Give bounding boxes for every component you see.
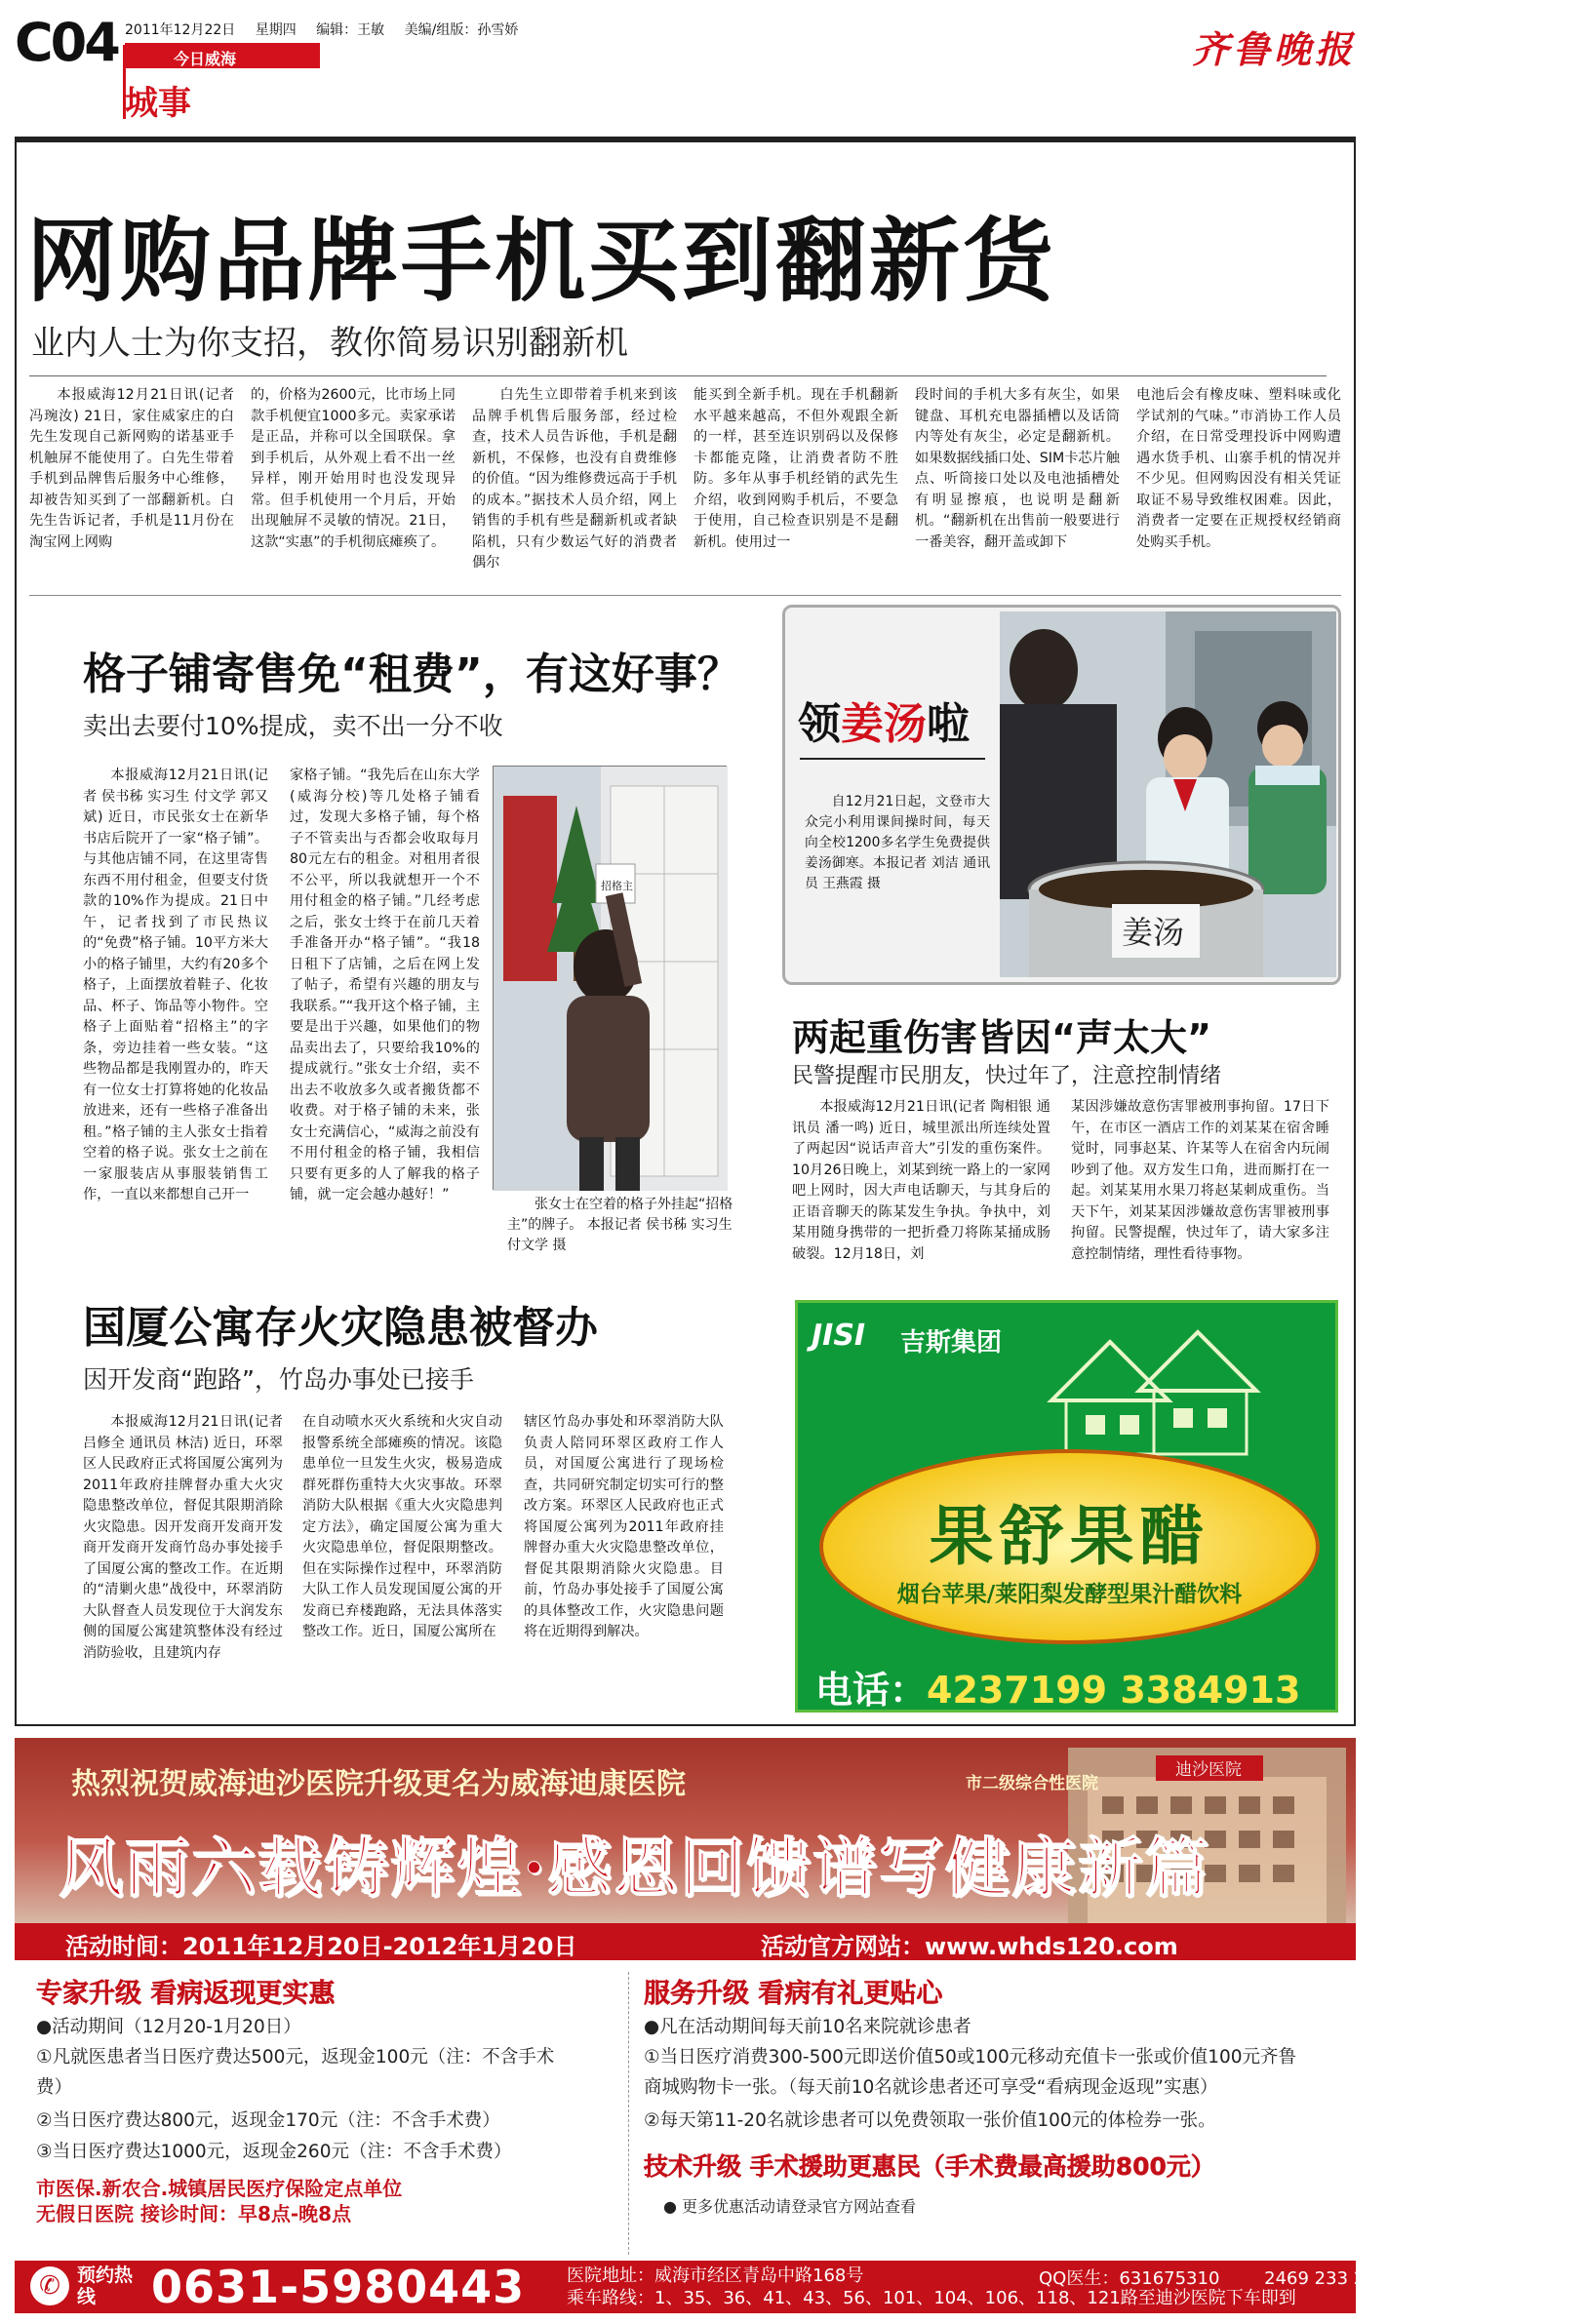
- hospital-grade: 市二级综合性医院: [966, 1774, 1098, 1793]
- designer-credit: 美编/组版：孙雪娇: [404, 22, 519, 38]
- gezi-subhead: 卖出去要付10%提成，卖不出一分不收: [83, 712, 503, 740]
- hospital-column-divider: [628, 1972, 629, 2255]
- shop-photo-caption: 张女士在空着的格子外挂起“招格主”的牌子。 本报记者 侯书秭 实习生 付文学 摄: [507, 1197, 733, 1253]
- jisi-product-name: 果舒果醋: [929, 1499, 1210, 1574]
- ginger-title: [798, 689, 970, 751]
- lead-headline: 网购品牌手机买到翻新货: [26, 209, 1056, 314]
- jisi-phone: [815, 1660, 1300, 1713]
- gezi-column-1: 本报威海12月21日讯(记者 侯书秭 实习生 付文学 郭又斌) 近日，市民张女士在新华书店后院开了一家“格子铺”。与其他店铺不同，在这里寄售东西不用付租金，但要支付货款的10%作为提成。21日中午，记者找到了市民热议的“免费”格子铺。10平方米大小的格子铺里，大约有20多个格子，上面摆放着鞋子、化妆品、杯子、饰品等小物件。空格子上面贴着“招格主”的字条，旁边挂着一些女装。“这些物品都是我刚置办的，昨天有一位女士打算将她的化妆品放进来，还有一些格子准备出租。”格子铺的主人张女士指着空着的格子说。张女士之前在一家服装店从事服装销售工作，一直以来都想自己开一: [83, 768, 268, 1202]
- hospital-phone-number: 0631-5980443: [151, 2261, 526, 2313]
- hospital-left-line-5: ③当日医疗费达1000元，返现金260元（注：不含手术费）: [36, 2142, 512, 2162]
- hospital-left-line-3: 费）: [36, 2077, 73, 2098]
- shop-photo-illustration: [494, 767, 728, 1191]
- hospital-slogan: 风雨六载铸辉煌·感恩回馈谱写健康新篇: [59, 1830, 1210, 1906]
- issue-date: 2011年12月22日: [125, 22, 236, 38]
- jisi-logo: JISI: [812, 1319, 866, 1353]
- weekday: 星期四: [255, 22, 297, 38]
- jisi-brand-name: 吉斯集团: [900, 1328, 1003, 1358]
- ginger-title-a: 领: [798, 699, 841, 749]
- hospital-activity-site: 活动官方网站：www.whds120.com: [761, 1933, 1178, 1960]
- page-number: C04: [15, 12, 118, 73]
- jisi-advertisement: [795, 1300, 1338, 1713]
- noise-column-2: 某因涉嫌故意伤害罪被刑事拘留。17日下午，在市区一酒店工作的刘某某在宿舍睡觉时，同事赵某、许某等人在宿舍内玩闹吵到了他。双方发生口角，进而厮打在一起。刘某某用水果刀将赵某刺成重伤。当天下午，刘某某因涉嫌故意伤害罪被刑事拘留。民警提醒，快过年了，请大家多注意控制情绪，理性看待事物。: [1071, 1099, 1329, 1262]
- noise-column-1: 本报威海12月21日讯(记者 陶相银 通讯员 潘一鸣) 近日，城里派出所连续处置了两起因“说话声音大”引发的重伤案件。10月26日晚上，刘某到统一路上的一家网吧上网时，因大声电话聊天，与其身后的正语音聊天的陈某发生争执。争执中，刘某用随身携带的一把折叠刀将陈某捅成肠破裂。12月18日，刘: [792, 1099, 1050, 1262]
- lead-column-5: 段时间的手机大多有灰尘，如果键盘、耳机充电器插槽以及话筒内等处有灰尘，必定是翻新机。如果数据线插口处、SIM卡芯片触点、听筒接口处以及电池插槽处有明显擦痕，也说明是翻新机。“翻新机在出售前一般要进行一番美容，翻开盖或卸下: [915, 387, 1120, 550]
- phone-icon: ✆: [30, 2266, 69, 2305]
- hospital-more-note: ● 更多优惠活动请登录官方网站查看: [663, 2197, 917, 2216]
- hospital-left-heading: 专家升级 看病返现更实惠: [36, 1979, 336, 2009]
- hospital-right-heading: 服务升级 看病有礼更贴心: [644, 1979, 943, 2009]
- pot-label: 姜汤: [1122, 914, 1185, 951]
- hospital-left-line-2: ①凡就医患者当日医疗费达500元，返现金100元（注：不含手术: [36, 2047, 555, 2068]
- hospital-right-line-1: ●凡在活动期间每天前10名来院就诊患者: [644, 2017, 971, 2037]
- ginger-photo-illustration: [1000, 611, 1336, 977]
- guosha-column-1: 本报威海12月21日讯(记者 吕修全 通讯员 林洁) 近日，环翠区人民政府正式将国厦公寓列为2011年政府挂牌督办重大火灾隐患整改单位，督促其限期消除火灾隐患。因开发商开发商开发商开发商开发商竹岛办事处接手了国厦公寓的整改工作。在近期的“清剿火患”战役中，环翠消防大队督查人员发现位于大润发东侧的国厦公寓建筑整体没有经过消防验收，且建筑内存: [83, 1414, 283, 1661]
- ginger-title-b: 姜汤: [841, 699, 927, 749]
- hospital-activity-bar: [15, 1923, 1356, 1960]
- lead-column-6: 电池后会有橡皮味、塑料味或化学试剂的气味。”市消协工作人员介绍，在日常受理投诉中网购遭遇水货手机、山寨手机的情况并不少见。但网购因没有相关凭证取证不易导致维权困难。因此，消费者一定要在正规授权经销商处购买手机。: [1136, 387, 1341, 550]
- hospital-phone-label: 预约热线: [77, 2265, 134, 2307]
- section-bar: 今日威海: [125, 43, 320, 68]
- gezi-headline: 格子铺寄售免“租费”，有这好事？: [83, 650, 740, 699]
- jisi-phone-label: 电话：: [815, 1669, 928, 1712]
- hospital-right-line-3: 商城购物卡一张。（每天前10名就诊患者还可享受“看病现金返现”实惠）: [644, 2077, 1218, 2098]
- lead-subhead: 业内人士为你支招，教你简易识别翻新机: [31, 324, 628, 363]
- noise-subhead: 民警提醒市民朋友，快过年了，注意控制情绪: [792, 1064, 1222, 1088]
- guosha-subhead: 因开发商“跑路”，竹岛办事处已接手: [83, 1365, 474, 1394]
- hospital-left-line-4: ②当日医疗费达800元，返现金170元（注：不含手术费）: [36, 2110, 500, 2131]
- masthead: [15, 12, 1356, 123]
- hospital-building-sign: 迪沙医院: [1175, 1760, 1242, 1780]
- editor-credit: 编辑：王敏: [316, 22, 385, 38]
- guosha-column-3: 辖区竹岛办事处和环翠消防大队负责人陪同环翠区政府工作人员，对国厦公寓进行了现场检查，共同研究制定切实可行的整改方案。环翠区人民政府也正式将国厦公寓列为2011年政府挂牌督办重大火灾隐患整改单位，督促其限期消除火灾隐患。目前，竹岛办事处接手了国厦公寓的具体整改工作，火灾隐患问题将在近期得到解决。: [524, 1414, 724, 1639]
- hospital-left-line-1: ●活动期间（12月20-1月20日）: [36, 2017, 301, 2037]
- ginger-title-rule: [800, 758, 985, 760]
- hospital-contact-bar: [15, 2261, 1388, 2313]
- ginger-photo: [1000, 611, 1336, 977]
- gezi-column-2: 家格子铺。“我先后在山东大学(威海分校)等几处格子铺看过，发现大多格子铺，每个格子不管卖出与否都会收取每月80元左右的租金。对租用者很不公平，所以我就想开一个不用付租金的格子铺。”几经考虑之后，张女士终于在前几天着手准备开办“格子铺”。“我18日租下了店铺，之后在网上发了帖子，希望有兴趣的朋友与我联系。”“我开这个格子铺，主要是出于兴趣，如果他们的物品卖出去了，只要给我10%的提成就行。”张女士介绍，卖不出去不收放多久或者搬货都不收费。对于格子铺的未来，张女士充满信心，“威海之前没有不用付租金的格子铺，我相信只要有更多的人了解我的格子铺，就一定会越办越好！”: [290, 768, 480, 1202]
- hospital-qq: QQ医生：631675310: [1039, 2268, 1220, 2289]
- ginger-caption: 自12月21日起，文登市大众完小利用课间操时间，每天向全校1200多名学生免费提供姜汤御寒。本报记者 刘洁 通讯员 王燕霞 摄: [805, 794, 990, 891]
- page-meta: [125, 20, 534, 39]
- lead-column-2: 的，价格为2600元，比市场上同款手机便宜1000多元。卖家承诺是正品，并称可以全国联保。拿到手机后，从外观上看不出一丝异样，刚开始用时也没发现异常。但手机使用一个月后，开始出现触屏不灵敏的情况。21日，这款“实惠”的手机彻底瘫痪了。: [251, 387, 456, 550]
- hospital-activity-time: 活动时间：2011年12月20日-2012年1月20日: [65, 1933, 577, 1960]
- jisi-house-icon: [1032, 1322, 1266, 1459]
- hospital-insurance-note: 市医保.新农合.城镇居民医疗保险定点单位: [36, 2177, 403, 2200]
- hospital-address: 医院地址：威海市经区青岛中路168号: [567, 2265, 864, 2286]
- shop-photo: [493, 766, 727, 1190]
- hospital-greeting: 热烈祝贺威海迪沙医院升级更名为威海迪康医院: [71, 1767, 686, 1801]
- hospital-qq-2: 2469 233 229: [1264, 2268, 1388, 2289]
- guosha-headline: 国厦公寓存火灾隐患被督办: [83, 1303, 598, 1353]
- hospital-route: 乘车路线：1、35、36、41、43、56、101、104、106、118、121路至迪沙医院下车即到: [567, 2288, 1296, 2308]
- hospital-right-line-2: ①当日医疗消费300-500元即送价值50或100元移动充值卡一张或价值100元齐鲁: [644, 2047, 1297, 2068]
- lead-column-3: 白先生立即带着手机来到该品牌手机售后服务部，经过检查，技术人员告诉他，手机是翻新机，不保修，也没有自费维修的价值。“因为维修费远高于手机的成本。”据技术人员介绍，网上销售的手机有些是翻新机或者缺陷机，只有少数运气好的消费者偶尔: [472, 387, 677, 571]
- hospital-hours-note: 无假日医院 接诊时间：早8点-晚8点: [36, 2202, 352, 2226]
- paper-logo: 齐鲁晚报: [1191, 27, 1356, 71]
- lead-column-1: 本报威海12月21日讯(记者 冯琬汝) 21日，家住威家庄的白先生发现自己新网购的诺基亚手机触屏不能使用了。白先生带着手机到品牌售后服务中心维修，却被告知买到了一部翻新机。白先生告诉记者，手机是11月份在淘宝网上网购: [29, 387, 234, 550]
- ginger-title-c: 啦: [927, 699, 970, 749]
- hospital-right-line-4: ②每天第11-20名就诊患者可以免费领取一张价值100元的体检券一张。: [644, 2110, 1216, 2131]
- lead-rule: [29, 375, 1327, 376]
- hospital-qq-block: [1039, 2265, 1387, 2290]
- lead-column-4: 能买到全新手机。现在手机翻新水平越来越高，不但外观跟全新的一样，甚至连识别码以及保修卡都能克隆，让消费者防不胜防。多年从事手机经销的武先生介绍，收到网购手机后，不要急于使用，自己检查识别是不是翻新机。使用过一: [693, 387, 898, 550]
- hospital-right-heading-2: 技术升级 手术援助更惠民（手术费最高援助800元）: [644, 2152, 1215, 2181]
- noise-headline: 两起重伤害皆因“声太大”: [792, 1016, 1211, 1059]
- section-rule: [29, 595, 1341, 596]
- section-name: 城事: [125, 84, 191, 123]
- guosha-column-2: 在自动喷水灭火系统和火灾自动报警系统全部瘫痪的情况。该隐患单位一旦发生火灾，极易造成群死群伤重特大火灾事故。环翠消防大队根据《重大火灾隐患判定方法》，确定国厦公寓为重大火灾隐患单位，督促限期整改。但在实际操作过程中，环翠消防大队工作人员发现国厦公寓的开发商已弃楼跑路，无法具体落实整改工作。近日，国厦公寓所在: [302, 1414, 502, 1639]
- jisi-slogan: 烟台苹果/莱阳梨发酵型果汁醋饮料: [896, 1582, 1243, 1607]
- shop-photo-note: 招格主: [601, 880, 633, 892]
- jisi-phone-number: 4237199 3384913: [927, 1669, 1301, 1712]
- hospital-advertisement: [15, 1738, 1388, 2313]
